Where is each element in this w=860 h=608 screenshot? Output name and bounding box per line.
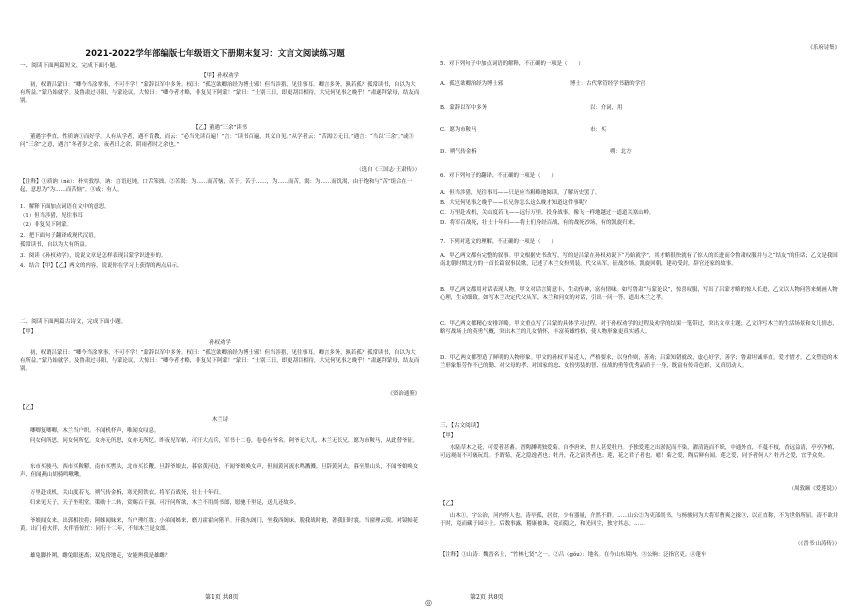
page-one-footer: 第1页 共8页: [205, 594, 239, 601]
option-5d-explanation: 朔：北方: [610, 149, 632, 155]
yi-source: （选自《三国志·王肃传》）: [356, 167, 420, 173]
option-5a: [440, 80, 840, 88]
option-7d: D．甲乙两文都塑造了鲜明的人物形象。甲文的孙权平易近人，严格要求，以身作则，善劝；吕蒙知错就改，虚心好学，善学；鲁肃坦诚率直，爱才惜才。乙文塑造的木兰形象集劳作不已的勤、对父母的孝、对国家的忠、女扮男装的智、征战的勇等优秀品质于一身，既富有传奇色彩，又真切动人。: [440, 355, 838, 369]
option-5a-explanation: 博士：古代掌管经学书籍的学官: [570, 81, 646, 87]
mulan-paragraph-5: 归来见天子，天子坐明堂。策勋十二转，赏赐百千强。可汗问所欲，木兰不用尚书郎，愿驰千里足，送儿还故乡。: [30, 500, 300, 506]
question-1: 1．解释下面加点词语在文中的意思。: [20, 204, 110, 210]
question-4: 4．结合【甲】【乙】两文的内容，说说你在学习上获得的两点启示。: [20, 263, 183, 269]
yi-paragraph: 董遇字季直，性质讷①而好学。人有从学者，遇不肯教，而云：“必当先读百遍！”言：“读书百遍，其义自见。”从学者云：“苦渴②无日。”遇言：“当以‘三余’。”或③问“三余”之意，遇言“冬者岁之余，夜者日之余，阴雨者时之余也。”: [20, 134, 414, 148]
shanmu-source: （《晋书·山涛传》）: [795, 541, 840, 547]
option-7c: C．甲乙两文都精心安排详略。甲文重点写了吕蒙的具体学习过程，对于孙权劝学的过程及劝学的结果一笔带过，突出文章主题；乙文详写木兰的生活场景和女儿情态，略写战场上的英勇气概，突出木兰的儿女情怀，丰富英雄性格，使人物形象更真实感人。: [440, 321, 838, 335]
yi-title: 【乙】董遇“三余”读书: [192, 125, 248, 131]
jia-paragraph: 初，权谓吕蒙曰：“卿今当涂掌事，不可不学！”蒙辞以军中多务。权曰：“孤岂欲卿治经为博士邪！但当涉猎，见往事耳。卿言多务，孰若孤？孤常读书，自以为大有所益。”蒙乃始就学。及鲁肃过寻阳，与蒙论议，大惊曰：“卿今者才略，非复吴下阿蒙！”蒙曰：“士别三日，即更刮目相待，大兄何见事之晚乎！”肃遂拜蒙母，结友而别。: [20, 82, 420, 104]
option-5d: [440, 148, 840, 156]
mulan-paragraph-4: 万里赴戎机，关山度若飞。朔气传金柝，寒光照铁衣。将军百战死，壮士十年归。: [30, 490, 225, 496]
mulan-paragraph-2: 问女何所思，问女何所忆。女亦无所思，女亦无所忆。昨夜见军帖，可汗大点兵，军书十二卷，卷卷有爷名。阿爷无大儿，木兰无长兄，愿为市鞍马，从此替爷征。: [30, 438, 419, 444]
jia2-title: 孙权劝学: [209, 340, 231, 346]
mulan-paragraph-6: 爷娘闻女来，出郭相扶将；阿姊闻妹来，当户理红妆；小弟闻姊来，磨刀霍霍向猪羊。开我东阁门，坐我西阁床，脱我战时袍，著我旧时裳。当窗理云鬓，对镜帖花黄。出门看火伴，火伴皆惊忙：同行十二年，不知木兰是女郎。: [20, 518, 419, 532]
mulan-paragraph-7: 雄兔脚扑朔，雌兔眼迷离；双兔傍地走，安能辨我是雄雌？: [30, 553, 171, 559]
option-5a-text: A．孤岂欲卿治经为博士邪: [440, 81, 504, 87]
yi3-label: 【乙】: [440, 501, 457, 507]
page-two: [430, 0, 860, 608]
question-7: 7．下列对选文的理解，不正确的一项是（ ）: [440, 239, 557, 245]
jia3-label: 【甲】: [440, 433, 457, 439]
page-divider-circle-icon: ◎: [425, 598, 432, 607]
option-7a: A．甲乙两文都有完整的叙事。甲文根据史书改写，写的是吕蒙在孙权劝说下“乃始就学”，其才略很快就有了惊人的长进而令鲁肃叹服并与之“结友”的佳话；乙文是我国南北朝时期北方的一首长篇叙事民歌，记述了木兰女扮男装，代父从军，征战沙场，凯旋回朝，建功受封，辞官还家的故事。: [440, 253, 838, 267]
yi2-label: 【乙】: [20, 405, 37, 411]
mulan-paragraph-3: 东市买骏马，西市买鞍鞯，南市买辔头，北市买长鞭。旦辞爷娘去，暮宿黄河边，不闻爷娘唤女声，但闻黄河流水鸣溅溅。旦辞黄河去，暮至黑山头，不闻爷娘唤女声，但闻燕山胡骑鸣啾啾。: [20, 464, 419, 478]
question-5: 5．对下列句子中加点词语的解释，不正确的一项是（ ）: [440, 61, 584, 67]
option-6c: C．万里赴戎机，关山度若飞——远行万里，投身战事，像飞一样地越过一道道关塞山岭。: [440, 210, 655, 216]
jia2-label: 【甲】: [20, 329, 37, 335]
document-title: 2021-2022学年部编版七年级语文下册期末复习：文言文阅读练习题: [85, 48, 345, 58]
option-6a: A．但当涉猎，见往事耳——只是应当粗略地阅读，了解历史罢了。: [440, 190, 601, 196]
mulan-title: 木兰诗: [211, 417, 229, 423]
question-2: 2．把下面句子翻译成现代汉语。: [20, 233, 99, 239]
page-two-footer: 第2页 共8页: [470, 594, 504, 601]
option-5c-explanation: 市：买: [590, 127, 607, 133]
mulan-paragraph-1: 唧唧复唧唧，木兰当户织。不闻机杼声，唯闻女叹息。: [30, 428, 160, 434]
option-5b: [440, 104, 840, 112]
lotus-paragraph: 水陆草木之花，可爱者甚蕃。晋陶渊明独爱菊。自李唐来，世人甚爱牡丹。予独爱莲之出淤泥而不染，濯清涟而不妖，中通外直，不蔓不枝，香远益清，亭亭净植，可远观而不可亵玩焉。予谓菊，花之隐逸者也；牡丹，花之富贵者也；莲，花之君子者也。噫！菊之爱，陶后鲜有闻。莲之爱，同予者何人？牡丹之爱，宜乎众矣。: [440, 445, 839, 459]
section-two-header: 二、阅读下面两篇古诗文，完成下面小题。: [20, 319, 127, 325]
question-2a: 孤常读书，自以为大有所益。: [20, 242, 91, 248]
option-5b-explanation: 以：介词，用: [590, 105, 623, 111]
jia2-source: 《资治通鉴》: [387, 391, 420, 397]
option-6d: D．将军百战死，壮士十年归——将士们身经百战，有的战死沙场，有的凯旋归来。: [440, 220, 639, 226]
jia-title: 【甲】孙权劝学: [201, 73, 239, 79]
question-6: 6．对下列句子的翻译，不正确的一项是（ ）: [440, 173, 557, 179]
shanmu-paragraph: 山木①，宇公治，河内怀人也。涛早孤，居贫，少有器量，介然不群。……山公②为吏部尚书，与杨骏同为大将军曹爽之掾③，以正直称，不为世俗所屈。涛不欲并于时，竟而藏于园④上。后数事露，稽康被诛，竟而隐之，和光同尘，独守其志。……: [440, 513, 839, 527]
question-1a: （1）但当涉猎，见往事耳: [20, 213, 83, 219]
annotation-1: 【注释】①质讷（nè）：朴实敦厚。讷：言语迟钝，口舌笨拙。②苦渴：为……而苦恼，苦于。苦于……，为……而苦。渴：为……而饥渴，由于饱和与“苦”组合在一起，意思为“为……而苦恼”。③或：有人。: [20, 179, 413, 193]
option-5b-text: B．蒙辞以军中多务: [440, 105, 488, 111]
option-6b: B．大兄何见事之晚乎——长兄你怎么这么晚才知道这件事呢？: [440, 200, 590, 206]
section-one-header: 一、阅读下面两篇短文，完成下面小题。: [20, 63, 121, 69]
option-7b: B．甲乙两文都用对话表现人物。甲文对话言简意丰，生动传神，富有情味。如写鲁肃“与蒙论议”，惊喜叹服，写出了吕蒙才略的惊人长进，乙文以人物问答来刻画人物心理，生动细致。如写木兰决定代父从军，木兰和问女的对话，引出一问一答，道出木兰之孝。: [440, 287, 838, 301]
question-3: 3．阅读《孙权劝学》，说说文章是怎样表现吕蒙学识进步的。: [20, 253, 167, 259]
annotation-3: 【注释】①山涛：魏晋名士，“竹林七贤”之一。②吕（gǒu）：地名。在今山东境内。③公晌：泛指官吏。④蓬车: [440, 552, 707, 558]
section-three-header: 三、【古文阅读】: [440, 423, 482, 429]
option-5c-text: C．愿为市鞍马: [440, 127, 477, 133]
lotus-source: （周敦颐《爱莲说》）: [788, 486, 840, 492]
top-source: 《乐府诗集》: [807, 45, 840, 51]
option-5c: [440, 126, 840, 134]
question-1b: （2）非复吴下阿蒙。: [20, 222, 72, 228]
jia2-paragraph: 初，权谓吕蒙曰：“卿今当涂掌事，不可不学！”蒙辞以军中多务。权曰：“孤岂欲卿治经为博士邪！但当涉猎，见往事耳。卿言多务，孰若孤？孤常读书，自以为大有所益。”蒙乃始就学。及鲁肃过寻阳，与蒙论议，大惊曰：“卿今者才略，非复吴下阿蒙！”蒙曰：“士别三日，即更刮目相待，大兄何见事之晚乎！”肃遂拜蒙母，结友而别。: [20, 350, 420, 372]
option-5d-text: D．朔气传金柝: [440, 149, 477, 155]
